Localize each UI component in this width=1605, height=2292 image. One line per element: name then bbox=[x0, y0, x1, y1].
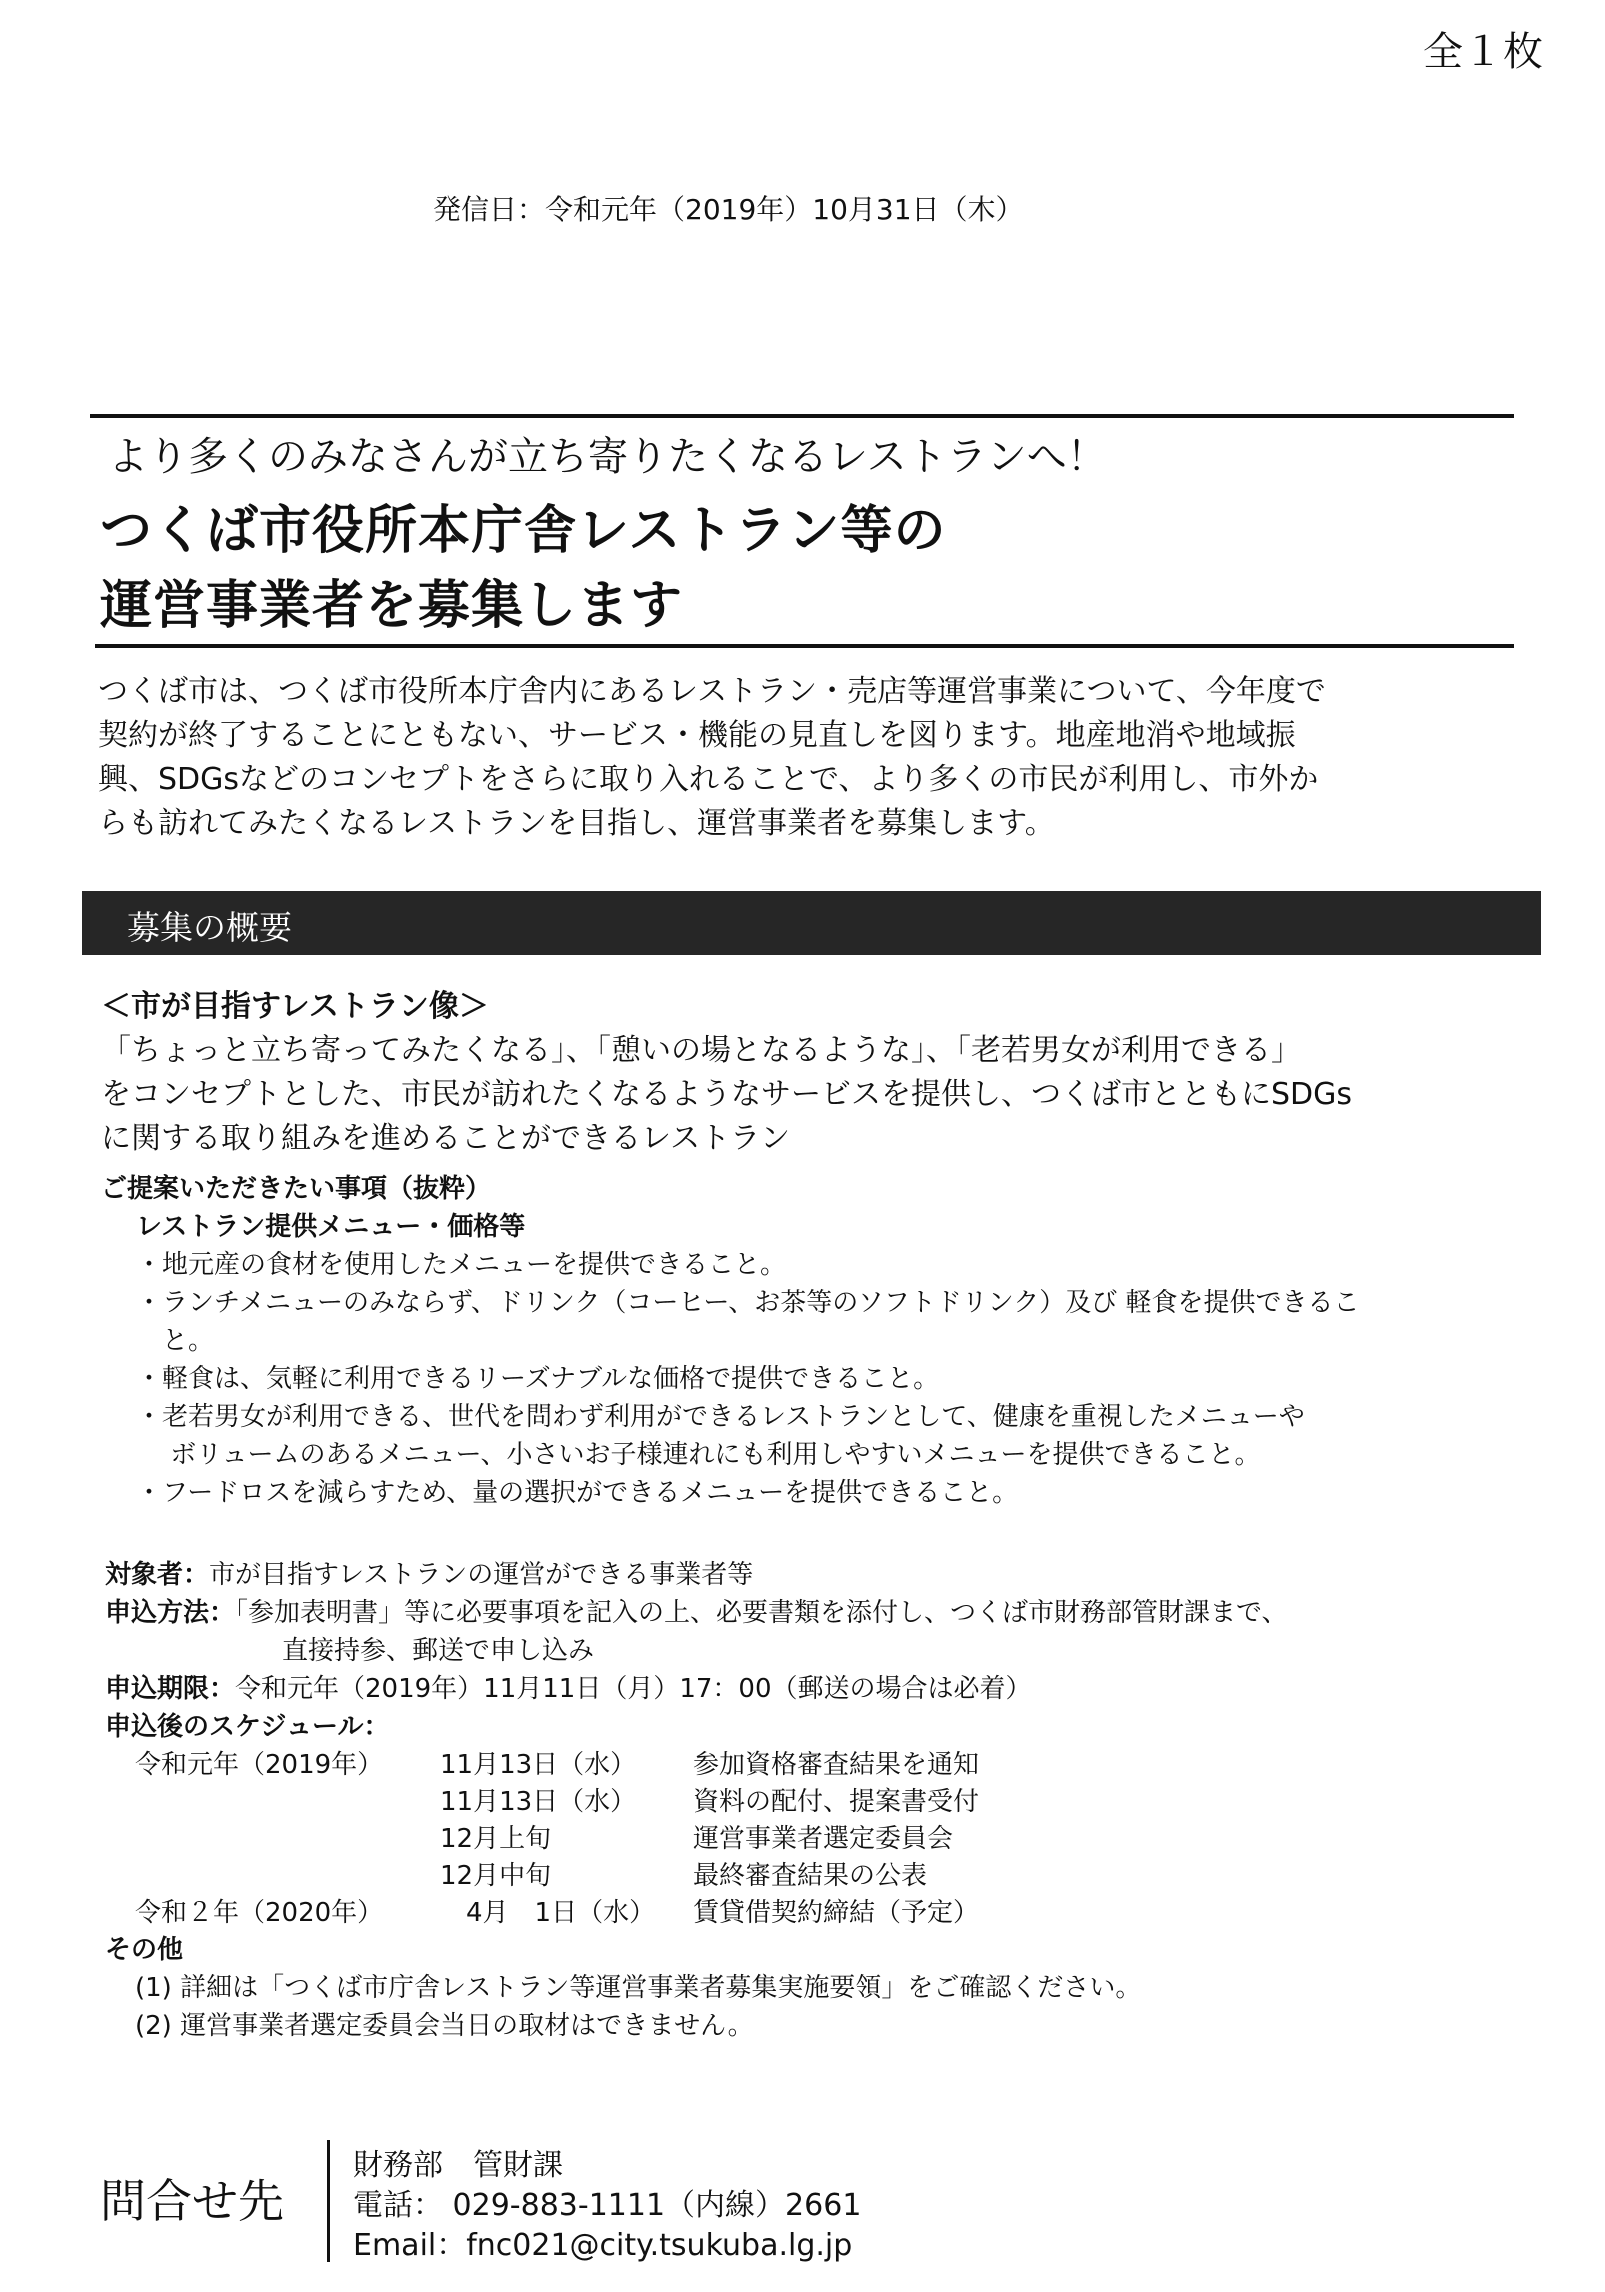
proposal-item: ・地元産の食材を使用したメニューを提供できること。 bbox=[136, 1250, 787, 1280]
contact-label: 問合せ先 bbox=[100, 2174, 284, 2228]
vision-block bbox=[101, 985, 1352, 1161]
intro-paragraph bbox=[98, 670, 1326, 846]
headline-top-rule bbox=[90, 414, 1514, 418]
proposal-item: ・ランチメニューのみならず、ドリンク（コーヒー、お茶等のソフトドリンク）及び 軽食を提供できるこ bbox=[136, 1288, 1360, 1318]
schedule-label: 申込後のスケジュール： bbox=[105, 1712, 390, 1742]
contact-department: 財務部 管財課 bbox=[353, 2148, 563, 2183]
intro-line: つくば市は、つくば市役所本庁舎内にあるレストラン・売店等運営事業について、今年度で bbox=[98, 674, 1326, 709]
schedule-date: 12月中旬 bbox=[440, 1861, 552, 1891]
catch-copy: より多くのみなさんが立ち寄りたくなるレストランへ！ bbox=[108, 434, 1107, 480]
method-value-2: 直接持参、郵送で申し込み bbox=[282, 1636, 595, 1666]
schedule-date: 4月 1日（水） bbox=[440, 1898, 656, 1928]
schedule-row bbox=[105, 1746, 1288, 1783]
target-row bbox=[105, 1556, 1288, 1594]
proposal-item: ・フードロスを減らすため、量の選択ができるメニューを提供できること。 bbox=[136, 1478, 1019, 1508]
contact-email: Email：fnc021@city.tsukuba.lg.jp bbox=[353, 2228, 853, 2263]
contact-phone: 電話： 029-883-1111（内線）2661 bbox=[353, 2188, 862, 2223]
page-count: 全１枚 bbox=[1423, 29, 1543, 75]
other-item: (1) 詳細は「つくば市庁舎レストラン等運営事業者募集実施要領」をご確認ください。 bbox=[135, 1973, 1142, 2003]
proposal-item: と。 bbox=[136, 1326, 215, 1356]
vision-line: に関する取り組みを進めることができるレストラン bbox=[101, 1121, 791, 1156]
schedule-date: 12月上旬 bbox=[440, 1824, 552, 1854]
intro-line: 契約が終了することにともない、サービス・機能の見直しを図ります。地産地消や地域振 bbox=[98, 718, 1296, 753]
schedule-row bbox=[105, 1783, 1288, 1820]
section-header-bar bbox=[82, 891, 1541, 955]
schedule-event: 資料の配付、提案書受付 bbox=[693, 1787, 980, 1817]
contact-divider bbox=[327, 2140, 330, 2262]
proposal-item: ボリュームのあるメニュー、小さいお子様連れにも利用しやすいメニューを提供できること。 bbox=[136, 1440, 1261, 1470]
title-line-1: つくば市役所本庁舎レストラン等の bbox=[100, 501, 947, 561]
schedule-row bbox=[105, 1820, 1288, 1857]
vision-heading: ＜市が目指すレストラン像＞ bbox=[101, 989, 489, 1024]
deadline-value: 令和元年（2019年）11月11日（月）17：00（郵送の場合は必着） bbox=[235, 1674, 1032, 1704]
method-value: 「参加表明書」等に必要事項を記入の上、必要書類を添付し、つくば市財務部管財課まで、 bbox=[235, 1598, 1288, 1628]
other-label: その他 bbox=[105, 1935, 184, 1965]
proposal-subheading: レストラン提供メニュー・価格等 bbox=[136, 1212, 526, 1242]
schedule-row bbox=[105, 1857, 1288, 1894]
intro-line: 興、SDGsなどのコンセプトをさらに取り入れることで、より多くの市民が利用し、市外か bbox=[98, 762, 1319, 797]
headline-bottom-rule bbox=[95, 644, 1514, 648]
schedule-event: 参加資格審査結果を通知 bbox=[693, 1750, 980, 1780]
schedule-date: 11月13日（水） bbox=[440, 1787, 637, 1817]
intro-line: らも訪れてみたくなるレストランを目指し、運営事業者を募集します。 bbox=[98, 806, 1055, 841]
target-label: 対象者： bbox=[105, 1560, 210, 1590]
proposal-block bbox=[101, 1170, 1360, 1512]
schedule-year: 令和２年（2020年） bbox=[135, 1898, 384, 1928]
method-row bbox=[105, 1594, 1288, 1632]
target-value: 市が目指すレストランの運営ができる事業者等 bbox=[209, 1560, 754, 1590]
deadline-label: 申込期限： bbox=[105, 1674, 236, 1704]
proposal-item: ・軽食は、気軽に利用できるリーズナブルな価格で提供できること。 bbox=[136, 1364, 940, 1394]
section-title: 募集の概要 bbox=[127, 908, 292, 947]
schedule-event: 運営事業者選定委員会 bbox=[693, 1824, 954, 1854]
deadline-row bbox=[105, 1670, 1288, 1708]
contact-details bbox=[353, 2146, 861, 2266]
details-block bbox=[105, 1556, 1288, 2045]
method-label: 申込方法： bbox=[105, 1598, 236, 1628]
schedule-year: 令和元年（2019年） bbox=[135, 1750, 384, 1780]
proposal-item: ・老若男女が利用できる、世代を問わず利用ができるレストランとして、健康を重視したメニューや bbox=[136, 1402, 1305, 1432]
vision-line: 「ちょっと立ち寄ってみたくなる」、「憩いの場となるような」、「老若男女が利用できる」 bbox=[101, 1033, 1301, 1068]
title-line-2: 運営事業者を募集します bbox=[100, 576, 684, 636]
issue-date: 発信日：令和元年（2019年）10月31日（木） bbox=[433, 193, 1024, 226]
schedule-event: 賃貸借契約締結（予定） bbox=[693, 1898, 980, 1928]
schedule-date: 11月13日（水） bbox=[440, 1750, 637, 1780]
proposal-heading: ご提案いただきたい事項（抜粋） bbox=[101, 1174, 492, 1204]
vision-line: をコンセプトとした、市民が訪れたくなるようなサービスを提供し、つくば市とともにSDGs bbox=[101, 1077, 1353, 1112]
schedule-event: 最終審査結果の公表 bbox=[693, 1861, 928, 1891]
schedule-row bbox=[105, 1894, 1288, 1931]
other-item: (2) 運営事業者選定委員会当日の取材はできません。 bbox=[135, 2011, 754, 2041]
